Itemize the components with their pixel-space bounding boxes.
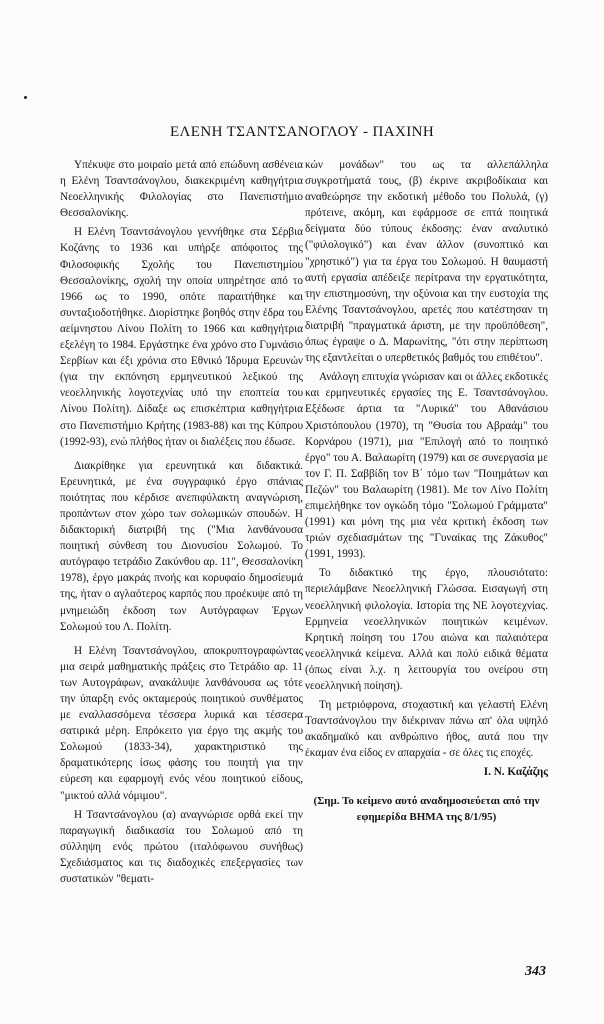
page-number: 343 bbox=[525, 964, 546, 979]
paragraph-discovery: Η Ελένη Τσαντσάνογλου, αποκρυπτογραφώντας μια σειρά μαθηματικής πράξεις στο Τετράδιο αρ. 11 των Αυτογράφων, ανακάλυψε λανθάνουσα ως τότε την ύπαρξη ενός οκταμερούς ποιητικού συνθέματος με εναλλασσόμενα τέσσερα λυρικά και τέσσερα σατιρικά μέρη. Επρόκειτο για έργο της ακμής του Σολωμού (1833-34), χαρακτηριστικό της δραματικότερης ίσως φάσης του ποιητή για την εύρεση και εφαρμογή ενός νέου ποιητικού είδους, "μικτού αλλά νόμιμου". bbox=[60, 644, 303, 802]
paragraph-method-continued: κών μονάδων" του ως τα αλλεπάλληλα συγκροτήματά τους, (β) έκρινε ακριβοδίκαια και αναθεώρησε την εκδοτική μέθοδο του Πολυλά, (γ) πρότεινε, ακόμη, και εφάρμοσε σε επτά ποιητικά δείγματα δύο τύπους έκδοσης: έναν αναλυτικό ("φιλολογικό") και έναν άλλον (συνοπτικό και "χρηστικό") για τα έργα του Σολωμού. Η θαυμαστή αυτή εργασία απέδειξε περίτρανα την εργατικότητα, την επιστημοσύνη, την οξύνοια και την ευστοχία της Ελένης Τσαντσάνογλου, αρετές που κατέστησαν τη διατριβή "πραγματικά άριστη, με την προϋπόθεση", όπως έγραψε ο Δ. Μαρωνίτης, "ότι στην περίπτωση της εξαντλείται ο υπερθετικός βαθμός του επιθέτου". bbox=[305, 159, 548, 365]
right-column bbox=[305, 157, 548, 828]
paragraph-teaching: Το διδακτικό της έργο, πλουσιότατο: περιελάμβανε Νεοελληνική Γλώσσα. Εισαγωγή στη νεοελληνική φιλολογία. Ιστορία της ΝΕ λογοτεχνίας. Ερμηνεία νεοελληνικών ποιητικών κειμένων. Κρητική ποίηση του 17ου αιώνα και παλαιότερα νεοελληνικά κείμενα. Αλλά και πολύ ειδικά θέματα (όπως είναι λ.χ. η λειτουργία του ονείρου στη νεοελληνική ποίηση). bbox=[305, 567, 548, 692]
print-speck bbox=[24, 96, 27, 99]
author-signature: Ι. Ν. Καζάζης bbox=[483, 766, 548, 779]
republication-note: (Σημ. Το κείμενο αυτό αναδημοσιεύεται από την εφημερίδα ΒΗΜΑ της 8/1/95) bbox=[313, 794, 540, 823]
paragraph-method: Η Τσαντσάνογλου (α) αναγνώρισε ορθά εκεί την παραγωγική διαδικασία του Σολωμού από τη σύλληψη ενός πρώτου (ιταλόφωνου συνήθως) Σχεδιάσματος και τις διαδοχικές επεξεργασίες των συστατικών "θεματι- bbox=[60, 808, 303, 886]
article-title: ΕΛΕΝΗ ΤΣΑΝΤΣΑΝΟΓΛΟΥ - ΠΑΧΙΝΗ bbox=[169, 124, 435, 140]
paragraph-editions: Ανάλογη επιτυχία γνώρισαν και οι άλλες εκδοτικές και ερμηνευτικές εργασίες της Ε. Τσαντσάνογλου. Εξέδωσε άρτια τα "Λυρικά" του Αθανάσιου Χριστόπουλου (1970), τη "Θυσία του Αβραάμ" του Κορνάρου (1971), μια "Επιλογή από το ποιητικό έργο" του Α. Βαλαωρίτη (1979) και σε συνεργασία με τον Γ. Π. Σαββίδη τον Β΄ τόμο των "Ποιημάτων και Πεζών" του Βαλαωρίτη (1981). Με τον Λίνο Πολίτη επιμελήθηκε τον ογκώδη τόμο "Σολωμού Γράμματα" (1991) και μόνη της μια νέα κριτική έκδοση των τριών σχεδιασμάτων της "Γυναίκας της Ζάκυθος" (1991, 1993). bbox=[305, 371, 548, 561]
paragraph-research: Διακρίθηκε για ερευνητικά και διδακτικά. Ερευνητικά, με ένα συγγραφικό έργο σπάνιας ποιότητας που κέρδισε ανεπιφύλακτη αναγνώριση, προπάντων στον χώρο των σολωμικών σπουδών. Η διδακτορική διατριβή της ("Μια λανθάνουσα ποιητική σύνθεση του Διονυσίου Σολωμού. Το αυτόγραφο τετράδιο Ζακύνθου αρ. 11", Θεσσαλονίκη 1978), έργο μακράς πνοής και κορυφαίο δημοσίευμά της, ήταν ο αγλαότερος καρπός που προέκυψε από τη μνημειώδη έκδοση των Αυτόγραφων Έργων Σολωμού του Λ. Πολίτη. bbox=[60, 459, 303, 633]
paragraph-intro: Υπέκυψε στο μοιραίο μετά από επώδυνη ασθένεια η Ελένη Τσαντσάνογλου, διακεκριμένη καθηγήτρια Νεοελληνικής Φιλολογίας στο Πανεπιστήμιο Θεσσαλονίκης. bbox=[60, 159, 303, 220]
paragraph-biography: Η Ελένη Τσαντσάνογλου γεννήθηκε στα Σέρβια Κοζάνης το 1936 και υπήρξε απόφοιτος της Φιλοσοφικής Σχολής του Πανεπιστημίου Θεσσαλονίκης, σχολή την οποία υπηρέτησε από το 1966 ως το 1990, οπότε παραιτήθηκε και συνταξιοδοτήθηκε. Διορίστηκε βοηθός στην έδρα του αείμνηστου Λίνου Πολίτη το 1966 και καθηγήτρια εξελέγη το 1984. Εργάστηκε ένα χρόνο στο Γυμνάσιο Σερβίων και έξι χρόνια στο Εθνικό Ίδρυμα Ερευνών (για την εκπόνηση ερμηνευτικού λεξικού της νεοελληνικής λογοτεχνίας υπό την εποπτεία του Λίνου Πολίτη). Δίδαξε ως επισκέπτρια καθηγήτρια στο Πανεπιστήμιο Κρήτης (1983-88) και της Κύπρου (1992-93), ενώ πλήθος ήταν οι διαλέξεις που έδωσε. bbox=[60, 226, 303, 448]
paragraph-tribute: Τη μετριόφρονα, στοχαστική και γελαστή Ελένη Τσαντσάνογλου την διέκριναν πάνω απ' όλα υψηλό ακαδημαϊκό και ανθρώπινο ήθος, αυτά που την έκαμαν ένα είδος εν απαρχαία - σε όλες τις εποχές. bbox=[305, 699, 548, 760]
left-column bbox=[60, 157, 303, 890]
